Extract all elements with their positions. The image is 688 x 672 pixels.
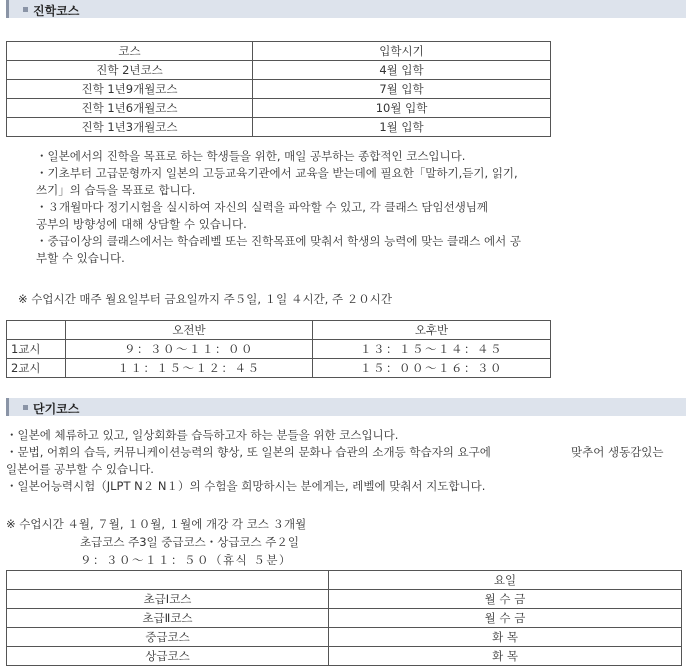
short-course-note: ※ 수업시간 ４월, ７월, １０월, １월에 개강 각 코스 ３개월	[6, 517, 307, 531]
table-row	[7, 61, 551, 80]
table-row	[7, 647, 682, 666]
section-title-advanced: 진학코스	[33, 4, 80, 18]
period-label: 1교시	[7, 340, 66, 359]
table-header-row	[7, 42, 551, 61]
column-header-course: 코스	[7, 42, 253, 61]
section-header-short	[6, 398, 686, 416]
morning-time: ９：３０～１１：００	[66, 340, 313, 359]
description-line: ・３개월마다 정기시험을 실시하여 자신의 실력을 파악할 수 있고, 각 클래스 담임선생님께	[36, 200, 489, 214]
course-name: 초급Ⅰ코스	[7, 590, 329, 609]
table-header-row	[7, 571, 682, 590]
table-row	[7, 590, 682, 609]
description-line	[6, 444, 686, 461]
course-name: 상급코스	[7, 647, 329, 666]
afternoon-time: １５：００～１６：３０	[313, 359, 551, 378]
column-header-afternoon: 오후반	[313, 321, 551, 340]
afternoon-time: １３：１５～１４：４５	[313, 340, 551, 359]
course-table	[6, 41, 551, 137]
course-name: 진학 2년코스	[7, 61, 253, 80]
table-row	[7, 340, 551, 359]
table-row	[7, 99, 551, 118]
description-text: ・문법, 어휘의 습득, 커뮤니케이션능력의 향상, 또 일본의 문화나 습관의 소개등 학습자의 요구에	[6, 445, 491, 459]
course-name: 진학 1년3개월코스	[7, 118, 253, 137]
course-name: 진학 1년9개월코스	[7, 80, 253, 99]
description-line: ・일본에서의 진학을 목표로 하는 학생들을 위한, 매일 공부하는 종합적인 코스입니다.	[36, 149, 466, 163]
description-line: ・중급이상의 클래스에서는 학습레벨 또는 진학목표에 맞춰서 학생의 능력에 맞는 클래스 에서 공	[36, 234, 521, 248]
short-course-days-note: 초급코스 주3일 중급코스・상급코스 주２일	[80, 535, 300, 549]
table-row	[7, 359, 551, 378]
short-course-description	[6, 427, 686, 495]
description-line: 일본어를 공부할 수 있습니다.	[6, 462, 154, 476]
day-table	[6, 570, 682, 666]
description-line: ・기초부터 고급문형까지 일본의 고등교육기관에서 교육을 받는데에 필요한「말하기,듣기, 읽기,	[36, 166, 518, 180]
course-name: 초급Ⅱ코스	[7, 609, 329, 628]
course-days: 월 수 금	[329, 609, 682, 628]
class-hours-note: ※ 수업시간 매주 월요일부터 금요일까지 주５일, １일 ４시간, 주 ２０시간	[18, 292, 392, 306]
entry-period: 10월 입학	[253, 99, 551, 118]
period-label: 2교시	[7, 359, 66, 378]
section-header-advanced	[6, 0, 686, 18]
course-days: 화 목	[329, 647, 682, 666]
entry-period: 7월 입학	[253, 80, 551, 99]
entry-period: 1월 입학	[253, 118, 551, 137]
description-text: 맞추어 생동감있는	[571, 445, 664, 459]
column-header-blank	[7, 571, 329, 590]
description-line: 쓰기」의 습득을 목표로 합니다.	[36, 183, 196, 197]
table-header-row	[7, 321, 551, 340]
table-row	[7, 118, 551, 137]
table-row	[7, 80, 551, 99]
column-header-entry: 입학시기	[253, 42, 551, 61]
morning-time: １１：１５～１２：４５	[66, 359, 313, 378]
short-course-time-note: ９：３０～１１：５０（휴식 ５분）	[80, 553, 292, 567]
course-name: 진학 1년6개월코스	[7, 99, 253, 118]
schedule-table	[6, 320, 551, 378]
column-header-blank	[7, 321, 66, 340]
course-days: 화 목	[329, 628, 682, 647]
description-line: 공부의 방향성에 대해 상담할 수 있습니다.	[36, 217, 247, 231]
column-header-morning: 오전반	[66, 321, 313, 340]
table-row	[7, 609, 682, 628]
course-name: 중급코스	[7, 628, 329, 647]
column-header-days: 요일	[329, 571, 682, 590]
advanced-course-description	[36, 148, 521, 267]
entry-period: 4월 입학	[253, 61, 551, 80]
description-line: ・일본어능력시험（JLPT N２ N１）의 수험을 희망하시는 분에게는, 레벨에 맞춰서 지도합니다.	[6, 479, 486, 493]
table-row	[7, 628, 682, 647]
section-title-short: 단기코스	[33, 402, 80, 416]
course-days: 월 수 금	[329, 590, 682, 609]
description-line: ・일본에 체류하고 있고, 일상회화를 습득하고자 하는 분들을 위한 코스입니다.	[6, 428, 399, 442]
description-line: 부할 수 있습니다.	[36, 251, 125, 265]
